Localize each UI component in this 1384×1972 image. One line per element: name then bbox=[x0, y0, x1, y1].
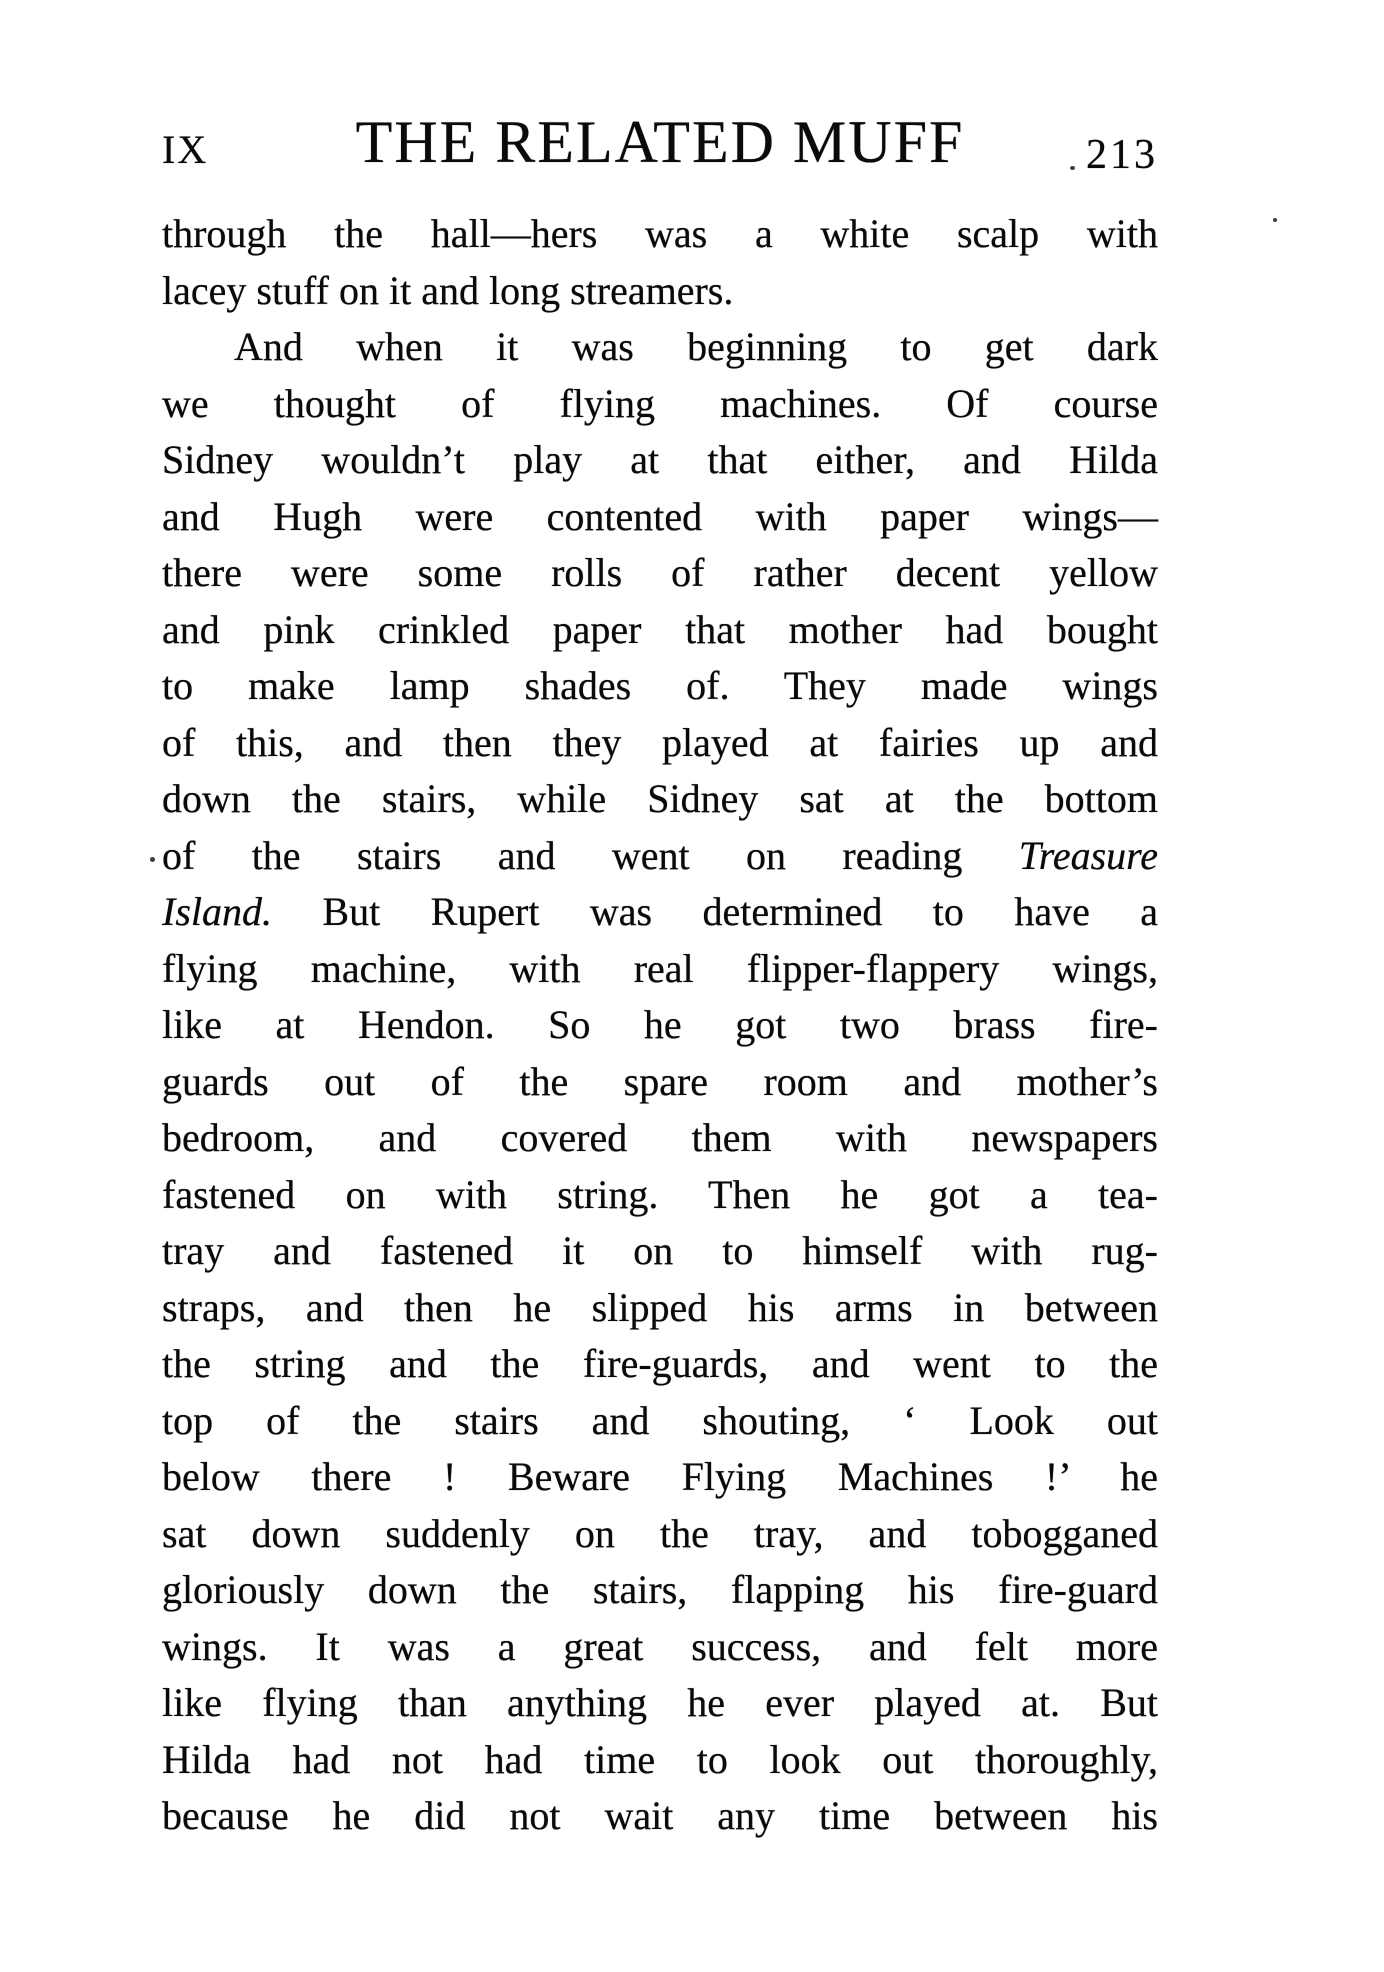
text-segment: Hilda had not had time to look out thoroughly, bbox=[162, 1736, 1158, 1782]
text-segment: straps, and then he slipped his arms in between bbox=[162, 1284, 1158, 1330]
text-line bbox=[162, 1675, 1158, 1732]
scan-speck bbox=[1070, 166, 1075, 170]
running-title: THE RELATED MUFF bbox=[355, 109, 965, 175]
text-segment: there were some rolls of rather decent yellow bbox=[162, 550, 1158, 595]
text-line bbox=[162, 884, 1158, 941]
text-line bbox=[162, 1167, 1158, 1224]
text-line bbox=[162, 1336, 1158, 1393]
text-line bbox=[162, 1788, 1158, 1845]
page-number: 213 bbox=[1086, 132, 1158, 178]
text-segment: below there ! Beware Flying Machines !’ he bbox=[162, 1454, 1158, 1499]
text-line bbox=[162, 658, 1158, 715]
text-segment: Sidney wouldn’t play at that either, and Hilda bbox=[162, 437, 1158, 482]
text-segment: of the stairs and went on reading bbox=[162, 832, 1019, 878]
text-line bbox=[162, 319, 1158, 376]
text-line bbox=[162, 1732, 1158, 1789]
text-line bbox=[162, 206, 1158, 263]
text-line bbox=[162, 489, 1158, 546]
text-segment: sat down suddenly on the tray, and tobogganed bbox=[162, 1510, 1158, 1556]
text-line bbox=[162, 432, 1158, 489]
text-line bbox=[162, 1280, 1158, 1337]
text-line bbox=[162, 1449, 1158, 1506]
text-segment: like flying than anything he ever played at. But bbox=[162, 1680, 1158, 1725]
text-line bbox=[162, 1110, 1158, 1167]
text-line bbox=[162, 1619, 1158, 1676]
text-line bbox=[162, 941, 1158, 998]
text-segment: But Rupert was determined to have a bbox=[272, 889, 1158, 934]
text-line bbox=[162, 771, 1158, 828]
text-segment: bedroom, and covered them with newspapers bbox=[162, 1115, 1158, 1160]
text-segment: we thought of flying machines. Of course bbox=[162, 380, 1158, 426]
text-line bbox=[162, 376, 1158, 433]
text-line bbox=[162, 1506, 1158, 1563]
text-segment: the string and the fire-guards, and went to the bbox=[162, 1341, 1158, 1386]
text-segment: through the hall—hers was a white scalp with bbox=[162, 211, 1158, 256]
text-line bbox=[162, 263, 1158, 320]
text-line bbox=[162, 1393, 1158, 1450]
text-line bbox=[162, 1223, 1158, 1280]
text-segment: and Hugh were contented with paper wings— bbox=[162, 493, 1158, 539]
text-segment: of this, and then they played at fairies up and bbox=[162, 719, 1158, 765]
text-segment: And when it was beginning to get dark bbox=[234, 324, 1158, 369]
text-segment: gloriously down the stairs, flapping his fire-guard bbox=[162, 1567, 1158, 1612]
scan-speck bbox=[1273, 218, 1277, 222]
text-segment: down the stairs, while Sidney sat at the bottom bbox=[162, 776, 1158, 821]
text-segment: like at Hendon. So he got two brass fire- bbox=[162, 1002, 1158, 1047]
italic-text-segment: Island. bbox=[162, 889, 272, 934]
text-line bbox=[162, 545, 1158, 602]
text-segment: wings. It was a great success, and felt more bbox=[162, 1623, 1158, 1669]
text-line bbox=[162, 1054, 1158, 1111]
text-segment: because he did not wait any time between his bbox=[162, 1793, 1158, 1838]
text-segment: fastened on with string. Then he got a tea- bbox=[162, 1171, 1158, 1217]
chapter-number: IX bbox=[162, 127, 209, 172]
text-segment: to make lamp shades of. They made wings bbox=[162, 663, 1158, 708]
body-text bbox=[162, 206, 1158, 1845]
italic-text-segment: Treasure bbox=[1018, 832, 1158, 878]
text-line bbox=[162, 715, 1158, 772]
text-line bbox=[162, 997, 1158, 1054]
text-line bbox=[162, 828, 1158, 885]
text-segment: guards out of the spare room and mother’s bbox=[162, 1058, 1158, 1104]
text-line bbox=[162, 602, 1158, 659]
text-segment: top of the stairs and shouting, ‘ Look out bbox=[162, 1397, 1158, 1443]
text-segment: and pink crinkled paper that mother had bought bbox=[162, 606, 1158, 652]
text-segment: flying machine, with real flipper-flappery wings, bbox=[162, 945, 1158, 991]
text-segment: lacey stuff on it and long streamers. bbox=[162, 267, 734, 313]
text-segment: tray and fastened it on to himself with rug- bbox=[162, 1228, 1158, 1273]
page-header bbox=[162, 109, 1158, 182]
scan-speck bbox=[150, 857, 155, 862]
text-line bbox=[162, 1562, 1158, 1619]
